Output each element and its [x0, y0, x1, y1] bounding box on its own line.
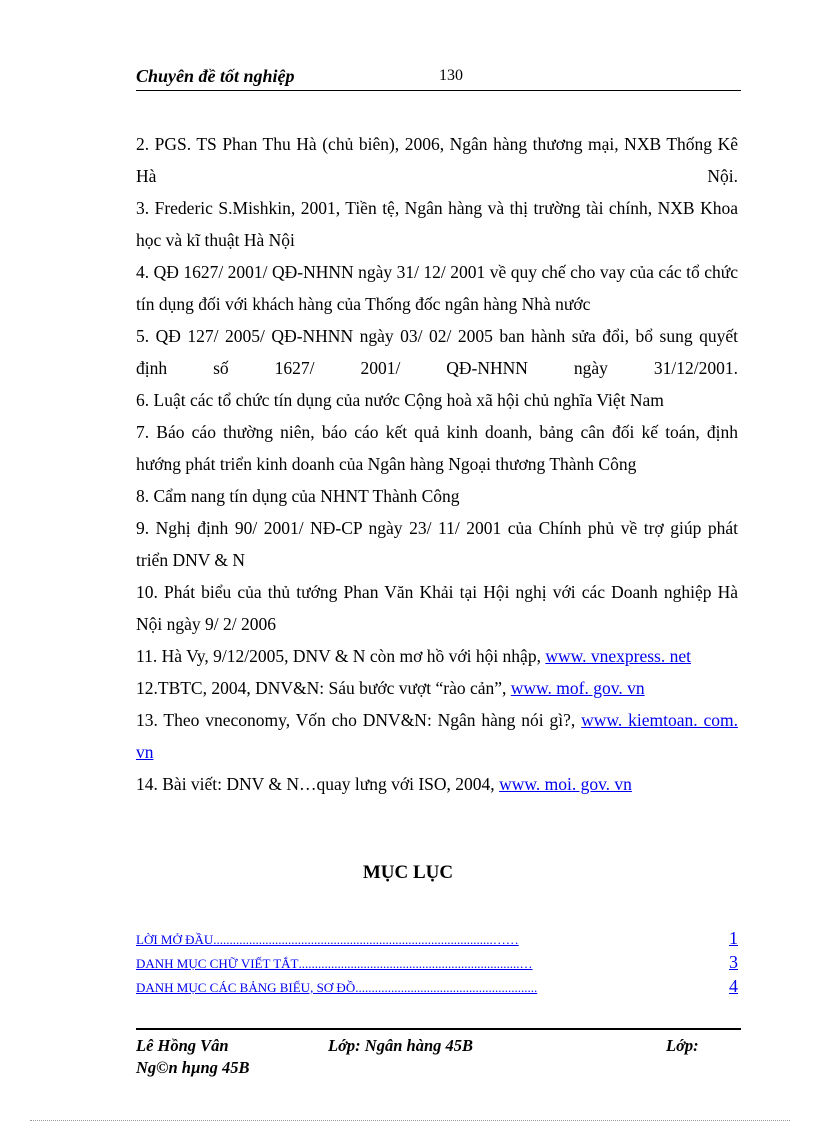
- toc-entry-label[interactable]: LỜI MỞ ĐẦU: [136, 932, 214, 947]
- reference-item: 2. PGS. TS Phan Thu Hà (chủ biên), 2006, Ngân hàng thương mại, NXB Thống Kê Hà Nội.: [136, 134, 738, 186]
- reference-item: 13. Theo vneconomy, Vốn cho DNV&N: Ngân hàng nói gì?, www. kiemtoan. com. vn: [136, 710, 738, 762]
- toc-entry-page[interactable]: 3: [729, 952, 738, 972]
- toc-entry[interactable]: [136, 928, 738, 952]
- table-of-contents: [136, 928, 738, 1000]
- reference-item: 12.TBTC, 2004, DNV&N: Sáu bước vượt “rào cản”, www. mof. gov. vn: [136, 678, 645, 698]
- page-footer: [136, 1028, 741, 1077]
- footer-line2: Ng©n hµng 45B: [136, 1058, 250, 1077]
- reference-link[interactable]: www. kiemtoan. com. vn: [136, 710, 738, 762]
- toc-entry-page[interactable]: 1: [729, 928, 738, 948]
- footer-author: Lê Hồng Vân: [136, 1036, 229, 1055]
- reference-link[interactable]: www. mof. gov. vn: [510, 678, 645, 698]
- footer-class: Lớp: Ngân hàng 45B: [328, 1036, 474, 1055]
- toc-entry-page[interactable]: 4: [729, 976, 738, 996]
- reference-item: 3. Frederic S.Mishkin, 2001, Tiền tệ, Ngân hàng và thị trường tài chính, NXB Khoa học và kĩ thuật Hà Nội: [136, 198, 738, 250]
- toc-entry[interactable]: [136, 952, 738, 976]
- reference-item: 7. Báo cáo thường niên, báo cáo kết quả kinh doanh, bảng cân đối kế toán, định hướng phát triển kinh doanh của Ngân hàng Ngoại thương Thành Công: [136, 422, 738, 474]
- reference-item: 6. Luật các tổ chức tín dụng của nước Cộng hoà xã hội chủ nghĩa Việt Nam: [136, 390, 664, 410]
- page-bottom-rule: [30, 1120, 790, 1121]
- toc-leader-dots: ........................................................: [355, 980, 538, 995]
- reference-item: 11. Hà Vy, 9/12/2005, DNV & N còn mơ hồ với hội nhập, www. vnexpress. net: [136, 646, 691, 666]
- reference-item: 5. QĐ 127/ 2005/ QĐ-NHNN ngày 03/ 02/ 2005 ban hành sửa đổi, bổ sung quyết định số 1627/ 2001/ QĐ-NHNN ngày 31/12/2001.: [136, 326, 738, 378]
- toc-entry-label[interactable]: DANH MỤC CHỮ VIẾT TẮT: [136, 956, 299, 971]
- reference-item: 4. QĐ 1627/ 2001/ QĐ-NHNN ngày 31/ 12/ 2001 về quy chế cho vay của các tổ chức tín dụng đối với khách hàng của Thống đốc ngân hàng Nhà nước: [136, 262, 738, 314]
- reference-link[interactable]: www. vnexpress. net: [545, 646, 691, 666]
- reference-link[interactable]: www. moi. gov. vn: [499, 774, 632, 794]
- reference-item: 10. Phát biểu của thủ tướng Phan Văn Khải tại Hội nghị với các Doanh nghiệp Hà Nội ngày 9/ 2/ 2006: [136, 582, 738, 634]
- page-header: [136, 64, 741, 91]
- page-number: 130: [439, 67, 463, 84]
- toc-leader-dots: ....................................................................…: [298, 956, 533, 971]
- toc-entry-label[interactable]: DANH MỤC CÁC BẢNG BIỂU, SƠ ĐỒ: [136, 980, 356, 995]
- toc-entry[interactable]: [136, 976, 738, 1000]
- reference-list: [136, 128, 738, 800]
- footer-lip: Lớp:: [666, 1036, 699, 1055]
- reference-item: 8. Cẩm nang tín dụng của NHNT Thành Công: [136, 486, 460, 506]
- reference-item: 14. Bài viết: DNV & N…quay lưng với ISO, 2004, www. moi. gov. vn: [136, 774, 632, 794]
- toc-title: MỤC LỤC: [362, 862, 454, 883]
- toc-leader-dots: ......................................................................................……: [213, 932, 519, 947]
- reference-item: 9. Nghị định 90/ 2001/ NĐ-CP ngày 23/ 11/ 2001 của Chính phủ về trợ giúp phát triển DNV & N: [136, 518, 738, 570]
- header-title: Chuyên đề tốt nghiệp: [136, 66, 295, 86]
